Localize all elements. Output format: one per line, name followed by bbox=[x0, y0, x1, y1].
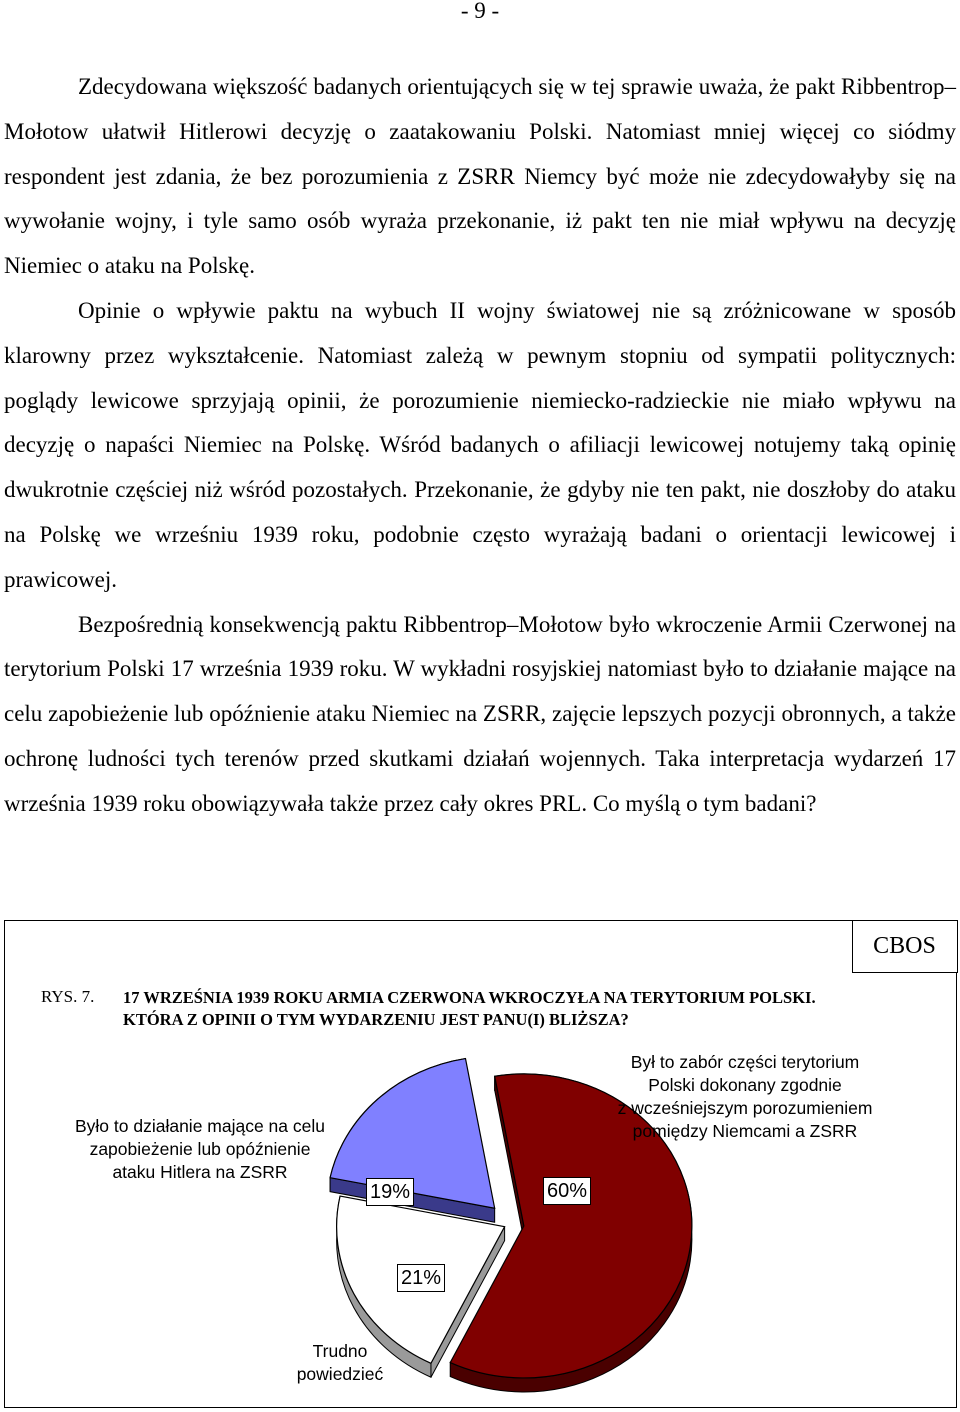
page-number: - 9 - bbox=[460, 0, 500, 23]
category-label-line: powiedzieć bbox=[296, 1364, 384, 1384]
category-label-line: Był to zabór części terytorium bbox=[630, 1052, 860, 1072]
category-label-line: ataku Hitlera na ZSRR bbox=[112, 1162, 288, 1182]
source-badge: CBOS bbox=[852, 920, 958, 973]
category-label-line: z wcześniejszym porozumieniem bbox=[617, 1098, 873, 1118]
category-label-line: Było to działanie mające na celu bbox=[74, 1116, 325, 1136]
data-label-60: 60% bbox=[543, 1177, 591, 1205]
category-label-line: zapobieżenie lub opóźnienie bbox=[89, 1139, 311, 1159]
paragraph: Opinie o wpływie paktu na wybuch II wojny światowej nie są zróżnicowane w sposób klarowny przez wykształcenie. Natomiast zależą w pewnym stopniu od sympatii politycznych: poglądy lewicowe sprzyjają opinii, że porozumienie niemiecko-radzieckie nie miało wpływu na decyzję o napaści Niemiec na Polskę. Wśród badanych o afiliacji lewicowej notujemy taką opinię dwukrotnie częściej niż wśród pozostałych. Przekonanie, że gdyby nie ten pakt, nie doszłoby do ataku na Polskę we wrześniu 1939 roku, podobnie często wyrażają badani o orientacji lewicowej i prawicowej. bbox=[4, 297, 956, 592]
category-label-line: Trudno bbox=[312, 1341, 368, 1361]
data-label-21: 21% bbox=[397, 1264, 445, 1292]
figure-label: RYS. 7. bbox=[41, 987, 95, 1006]
figure-frame bbox=[4, 920, 957, 1408]
body-text bbox=[4, 65, 956, 827]
data-label-19: 19% bbox=[366, 1178, 414, 1206]
category-label-line: pomiędzy Niemcami a ZSRR bbox=[632, 1121, 858, 1141]
category-label-trudno bbox=[275, 1340, 405, 1386]
category-label-dzialanie bbox=[45, 1115, 355, 1184]
category-label-zabor bbox=[590, 1051, 900, 1143]
paragraph: Zdecydowana większość badanych orientujących się w tej sprawie uważa, że pakt Ribbentrop–Mołotow ułatwił Hitlerowi decyzję o zaatakowaniu Polski. Natomiast mniej więcej co siódmy respondent jest zdania, że bez porozumienia z ZSRR Niemcy być może nie zdecydowałyby się na wywołanie wojny, i tyle samo osób wyraża przekonanie, iż pakt ten nie miał wpływu na decyzję Niemiec o ataku na Polskę. bbox=[4, 74, 956, 279]
paragraph: Bezpośrednią konsekwencją paktu Ribbentrop–Mołotow było wkroczenie Armii Czerwonej na terytorium Polski 17 września 1939 roku. W wykładni rosyjskiej natomiast było to działanie mające na celu zapobieżenie lub opóźnienie ataku Niemiec na ZSRR, zajęcie lepszych pozycji obronnych, a także ochronę ludności tych terenów przed skutkami działań wojennych. Taka interpretacja wydarzeń 17 września 1939 roku obowiązywała także przez cały okres PRL. Co myślą o tym badani? bbox=[4, 611, 956, 816]
category-label-line: Polski dokonany zgodnie bbox=[648, 1075, 842, 1095]
figure-title: 17 WRZEŚNIA 1939 ROKU ARMIA CZERWONA WKROCZYŁA NA TERYTORIUM POLSKI. KTÓRA Z OPINII O TYM WYDARZENIU JEST PANU(I) BLIŻSZA? bbox=[123, 988, 816, 1029]
